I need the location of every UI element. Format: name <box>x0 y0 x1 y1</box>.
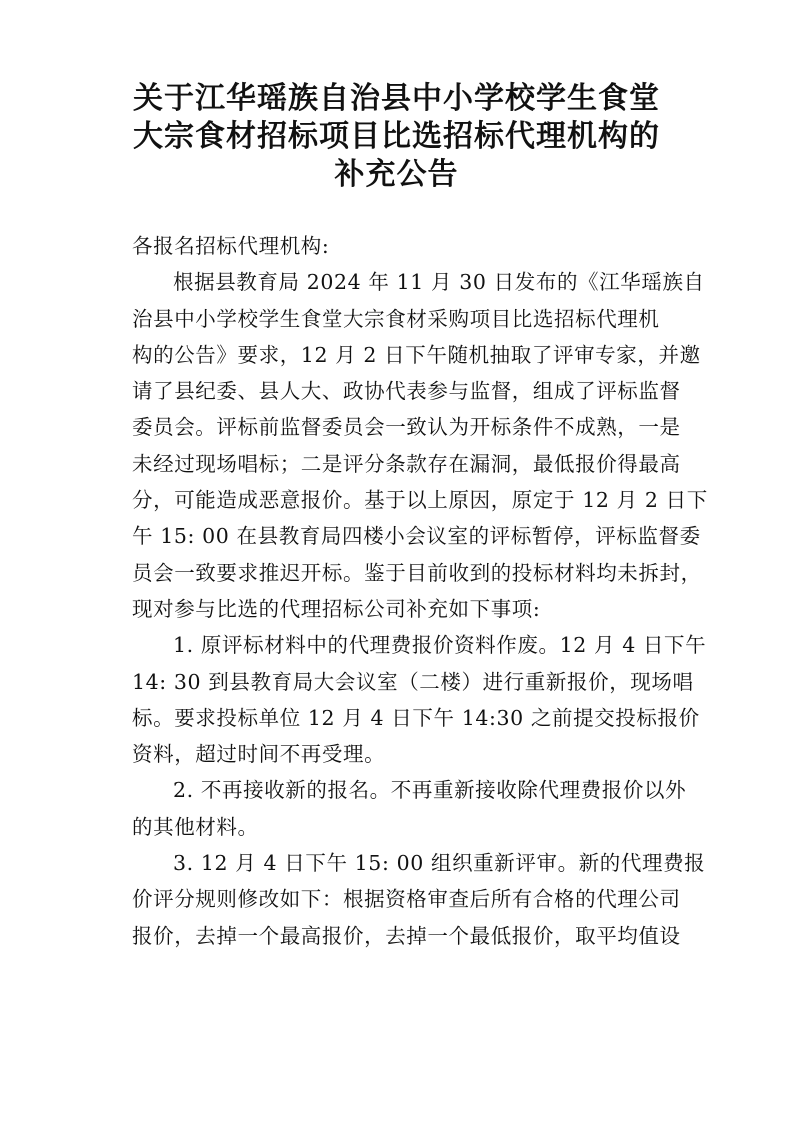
paragraph-4 <box>132 845 706 954</box>
title-line-3: 补充公告 <box>334 157 459 192</box>
para-3-line: 2. 不再接收新的报名。不再重新接收除代理费报价以外 <box>173 778 687 803</box>
para-1-line: 根据县教育局 2024 年 11 月 30 日发布的《江华瑶族自 <box>173 270 705 295</box>
para-2-line: 标。要求投标单位 12 月 4 日下午 14:30 之前提交投标报价 <box>132 705 700 730</box>
para-1-line: 构的公告》要求，12 月 2 日下午随机抽取了评审专家，并邀 <box>132 342 701 367</box>
para-2-line: 资料，超过时间不再受理。 <box>132 742 386 767</box>
para-1-line: 午 15: 00 在县教育局四楼小会议室的评标暂停，评标监督委 <box>132 524 701 549</box>
para-1-line: 委员会。评标前监督委员会一致认为开标条件不成熟，一是 <box>132 415 681 440</box>
para-1-line: 治县中小学校学生食堂大宗食材采购项目比选招标代理机 <box>132 306 660 331</box>
document-body <box>132 228 708 954</box>
document-title <box>90 80 703 194</box>
title-line-2: 大宗食材招标项目比选招标代理机构的 <box>133 119 660 154</box>
para-4-line: 报价，去掉一个最高报价，去掉一个最低报价，取平均值设 <box>132 923 681 948</box>
para-4-line: 3. 12 月 4 日下午 15: 00 组织重新评审。新的代理费报 <box>173 851 706 876</box>
para-1-line: 请了县纪委、县人大、政协代表参与监督，组成了评标监督 <box>132 379 681 404</box>
paragraph-2 <box>132 627 707 772</box>
title-line-1: 关于江华瑶族自治县中小学校学生食堂 <box>133 81 660 116</box>
para-1-line: 未经过现场唱标；二是评分条款存在漏洞，最低报价得最高 <box>132 451 681 476</box>
para-1-line: 分，可能造成恶意报价。基于以上原因，原定于 12 月 2 日下 <box>132 488 708 513</box>
paragraph-1 <box>132 264 708 627</box>
paragraph-3 <box>132 772 692 845</box>
para-4-line: 价评分规则修改如下：根据资格审查后所有合格的代理公司 <box>132 887 681 912</box>
salutation: 各报名招标代理机构: <box>132 234 330 258</box>
para-2-line: 14: 30 到县教育局大会议室（二楼）进行重新报价，现场唱 <box>132 669 694 694</box>
para-1-line: 现对参与比选的代理招标公司补充如下事项: <box>132 596 541 621</box>
para-2-line: 1. 原评标材料中的代理费报价资料作废。12 月 4 日下午 <box>173 633 707 658</box>
para-3-line: 的其他材料。 <box>132 814 259 839</box>
para-1-line: 员会一致要求推迟开标。鉴于目前收到的投标材料均未拆封， <box>132 560 702 585</box>
